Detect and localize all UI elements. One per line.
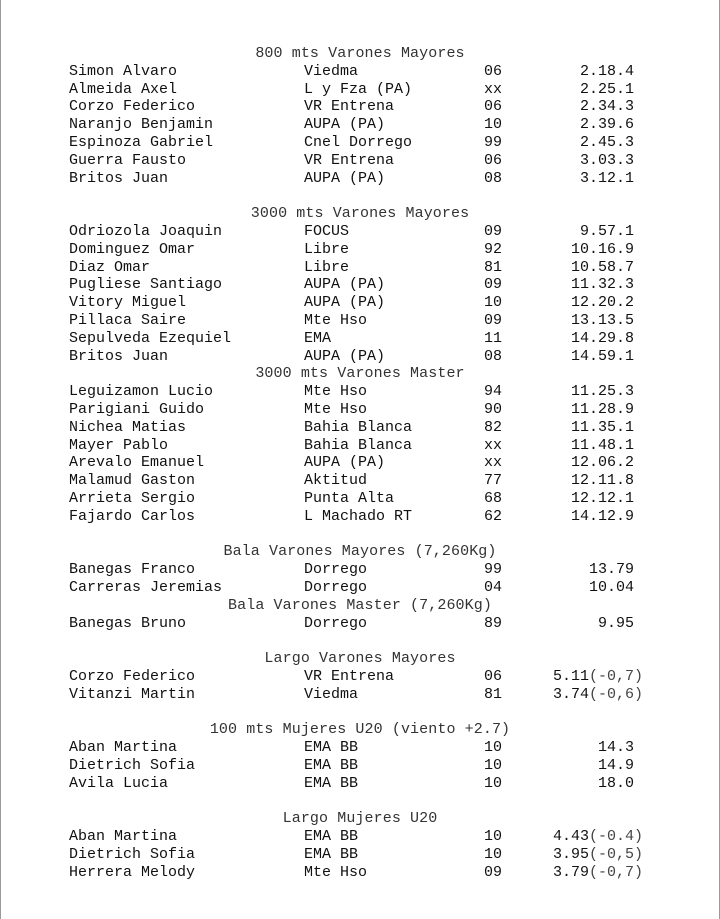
athlete-club: EMA <box>304 329 332 347</box>
result-row <box>0 276 720 294</box>
birth-year: xx <box>484 80 503 98</box>
results-section <box>0 721 720 792</box>
athlete-name: Parigiani Guido <box>69 400 205 418</box>
athlete-name: Simon Alvaro <box>69 62 178 80</box>
result-row <box>0 63 720 81</box>
athlete-name: Pillaca Saire <box>69 311 187 329</box>
result-row <box>0 437 720 455</box>
birth-year: 06 <box>484 151 503 169</box>
result-row <box>0 454 720 472</box>
birth-year: 06 <box>484 98 503 116</box>
result-mark: 12.11.8 <box>570 472 634 490</box>
athlete-name: Aban Martina <box>69 739 178 757</box>
result-mark-cell <box>571 276 634 294</box>
athlete-club: Punta Alta <box>304 489 395 507</box>
result-row <box>0 739 720 757</box>
result-mark: 3.03.3 <box>579 151 634 169</box>
athlete-name: Espinoza Gabriel <box>69 133 214 151</box>
result-mark: 10.16.9 <box>570 240 634 258</box>
result-mark: 11.28.9 <box>570 400 634 418</box>
section-title: 800 mts Varones Mayores <box>255 45 465 62</box>
result-mark-cell <box>553 828 643 846</box>
result-row <box>0 81 720 99</box>
athlete-name: Arevalo Emanuel <box>69 454 205 472</box>
athlete-name: Naranjo Benjamin <box>69 116 214 134</box>
birth-year: 10 <box>484 116 503 134</box>
athlete-club: AUPA (PA) <box>304 116 386 134</box>
birth-year: 10 <box>484 845 503 863</box>
result-mark: 11.48.1 <box>570 436 634 454</box>
birth-year: 06 <box>484 667 503 685</box>
section-title: Largo Varones Mayores <box>264 650 456 668</box>
result-mark: 3.74 <box>552 685 589 703</box>
result-mark-cell <box>571 241 634 259</box>
birth-year: xx <box>484 436 503 454</box>
athlete-name: Dietrich Sofia <box>69 845 196 863</box>
section-title: 100 mts Mujeres U20 (viento +2.7) <box>209 721 511 739</box>
athlete-name: Nichea Matias <box>69 418 187 436</box>
birth-year: 09 <box>484 311 503 329</box>
birth-year: 10 <box>484 774 503 792</box>
result-mark: 13.13.5 <box>570 311 634 329</box>
result-mark-cell <box>589 579 634 597</box>
result-mark-cell <box>571 294 634 312</box>
athlete-club: Mte Hso <box>304 400 368 418</box>
result-mark: 2.18.4 <box>579 62 634 80</box>
section-spacer <box>0 792 720 810</box>
result-mark: 14.3 <box>597 739 634 757</box>
result-mark-cell <box>553 686 643 704</box>
result-mark: 10.04 <box>588 578 634 596</box>
result-mark: 3.79 <box>552 863 589 881</box>
result-mark-cell <box>571 259 634 277</box>
athlete-name: Dominguez Omar <box>69 240 196 258</box>
athlete-name: Herrera Melody <box>69 863 196 881</box>
birth-year: 99 <box>484 133 503 151</box>
section-title: Bala Varones Master (7,260Kg) <box>228 596 492 614</box>
athlete-name: Vitory Miguel <box>69 294 187 312</box>
birth-year: 04 <box>484 578 503 596</box>
result-mark-cell <box>598 775 634 793</box>
result-row <box>0 508 720 526</box>
results-section <box>0 205 720 365</box>
athlete-club: Libre <box>304 240 350 258</box>
result-row <box>0 668 720 686</box>
result-mark-cell <box>553 864 643 882</box>
result-mark: 9.57.1 <box>579 222 634 240</box>
athlete-club: L Machado RT <box>304 507 413 525</box>
section-title: 3000 mts Varones Mayores <box>250 205 470 223</box>
result-mark: 18.0 <box>597 774 634 792</box>
athlete-club: Bahia Blanca <box>304 436 413 454</box>
athlete-club: AUPA (PA) <box>304 294 386 312</box>
result-mark-cell <box>571 437 634 455</box>
result-row <box>0 294 720 312</box>
result-row <box>0 259 720 277</box>
result-mark-cell <box>580 81 634 99</box>
athlete-name: Almeida Axel <box>69 80 178 98</box>
results-section <box>0 650 720 703</box>
athlete-club: Aktitud <box>304 472 368 490</box>
result-row <box>0 312 720 330</box>
athlete-name: Leguizamon Lucio <box>69 383 214 401</box>
athlete-club: Cnel Dorrego <box>304 133 413 151</box>
section-spacer <box>0 632 720 650</box>
result-mark: 14.9 <box>597 756 634 774</box>
birth-year: 99 <box>484 561 503 579</box>
athlete-name: Vitanzi Martin <box>69 685 196 703</box>
result-row <box>0 775 720 793</box>
athlete-name: Sepulveda Ezequiel <box>69 329 232 347</box>
result-mark-cell <box>571 419 634 437</box>
result-row <box>0 490 720 508</box>
athlete-club: EMA BB <box>304 828 359 846</box>
athlete-club: EMA BB <box>304 739 359 757</box>
result-mark: 5.11 <box>552 667 589 685</box>
athlete-name: Britos Juan <box>69 169 169 187</box>
athlete-club: AUPA (PA) <box>304 347 386 365</box>
result-row <box>0 864 720 882</box>
result-row <box>0 241 720 259</box>
result-mark-cell <box>598 757 634 775</box>
athlete-club: VR Entrena <box>304 98 395 116</box>
wind-reading: (-0,5) <box>588 845 643 863</box>
result-mark-cell <box>580 223 634 241</box>
birth-year: 06 <box>484 62 503 80</box>
athlete-name: Malamud Gaston <box>69 472 196 490</box>
athlete-club: Viedma <box>304 62 359 80</box>
result-mark-cell <box>571 401 634 419</box>
birth-year: 90 <box>484 400 503 418</box>
result-row <box>0 828 720 846</box>
result-mark-cell <box>571 312 634 330</box>
result-mark-cell <box>598 739 634 757</box>
athlete-name: Banegas Franco <box>69 561 196 579</box>
results-section <box>0 365 720 525</box>
birth-year: 11 <box>484 329 503 347</box>
birth-year: 10 <box>484 828 503 846</box>
athlete-name: Avila Lucia <box>69 774 169 792</box>
birth-year: 81 <box>484 258 503 276</box>
results-section <box>0 45 720 187</box>
result-row <box>0 686 720 704</box>
athlete-name: Banegas Bruno <box>69 614 187 632</box>
athlete-club: EMA BB <box>304 756 359 774</box>
wind-reading: (-0,7) <box>588 863 643 881</box>
result-mark-cell <box>571 508 634 526</box>
results-section <box>0 543 720 596</box>
athlete-club: Libre <box>304 258 350 276</box>
results-section <box>0 597 720 633</box>
birth-year: xx <box>484 454 503 472</box>
wind-reading: (-0,7) <box>588 667 643 685</box>
birth-year: 10 <box>484 756 503 774</box>
result-row <box>0 98 720 116</box>
athlete-name: Mayer Pablo <box>69 436 169 454</box>
result-mark-cell <box>580 152 634 170</box>
athlete-club: VR Entrena <box>304 667 395 685</box>
result-row <box>0 846 720 864</box>
athlete-club: Viedma <box>304 685 359 703</box>
result-mark: 14.29.8 <box>570 329 634 347</box>
result-mark: 11.25.3 <box>570 383 634 401</box>
result-mark: 9.95 <box>597 614 634 632</box>
athlete-club: Dorrego <box>304 578 368 596</box>
result-mark: 2.45.3 <box>579 133 634 151</box>
result-row <box>0 383 720 401</box>
athlete-club: Mte Hso <box>304 383 368 401</box>
athlete-club: Mte Hso <box>304 863 368 881</box>
birth-year: 82 <box>484 418 503 436</box>
birth-year: 09 <box>484 222 503 240</box>
wind-reading: (-0.4) <box>588 828 643 846</box>
athlete-club: AUPA (PA) <box>304 276 386 294</box>
athlete-club: FOCUS <box>304 222 350 240</box>
result-mark: 4.43 <box>552 828 589 846</box>
result-mark: 10.58.7 <box>570 258 634 276</box>
result-row <box>0 170 720 188</box>
result-row <box>0 223 720 241</box>
section-spacer <box>0 187 720 205</box>
birth-year: 89 <box>484 614 503 632</box>
result-mark-cell <box>580 134 634 152</box>
wind-reading: (-0,6) <box>588 685 643 703</box>
result-mark-cell <box>571 454 634 472</box>
birth-year: 08 <box>484 169 503 187</box>
result-mark: 12.12.1 <box>570 489 634 507</box>
athlete-name: Corzo Federico <box>69 98 196 116</box>
result-row <box>0 348 720 366</box>
section-title: 3000 mts Varones Master <box>255 365 465 383</box>
result-row <box>0 561 720 579</box>
birth-year: 94 <box>484 383 503 401</box>
result-mark: 2.34.3 <box>579 98 634 116</box>
athlete-club: Dorrego <box>304 561 368 579</box>
athlete-club: VR Entrena <box>304 151 395 169</box>
result-mark: 3.95 <box>552 845 589 863</box>
results-section <box>0 810 720 881</box>
athlete-club: L y Fza (PA) <box>304 80 413 98</box>
result-mark-cell <box>553 846 643 864</box>
result-mark: 12.20.2 <box>570 294 634 312</box>
result-mark-cell <box>580 116 634 134</box>
athlete-name: Dietrich Sofia <box>69 756 196 774</box>
result-mark-cell <box>571 490 634 508</box>
result-row <box>0 615 720 633</box>
result-mark: 3.12.1 <box>579 169 634 187</box>
athlete-name: Arrieta Sergio <box>69 489 196 507</box>
result-row <box>0 579 720 597</box>
result-row <box>0 330 720 348</box>
athlete-club: Mte Hso <box>304 311 368 329</box>
result-row <box>0 152 720 170</box>
athlete-name: Pugliese Santiago <box>69 276 223 294</box>
result-row <box>0 116 720 134</box>
result-row <box>0 401 720 419</box>
athlete-name: Aban Martina <box>69 828 178 846</box>
result-mark: 14.59.1 <box>570 347 634 365</box>
section-title: Largo Mujeres U20 <box>282 810 438 828</box>
result-mark-cell <box>571 383 634 401</box>
athlete-name: Diaz Omar <box>69 258 151 276</box>
birth-year: 92 <box>484 240 503 258</box>
result-mark-cell <box>580 170 634 188</box>
result-mark-cell <box>571 348 634 366</box>
result-row <box>0 472 720 490</box>
birth-year: 77 <box>484 472 503 490</box>
birth-year: 68 <box>484 489 503 507</box>
section-spacer <box>0 526 720 544</box>
birth-year: 10 <box>484 739 503 757</box>
result-mark: 13.79 <box>588 561 634 579</box>
result-mark-cell <box>571 472 634 490</box>
result-mark: 2.39.6 <box>579 116 634 134</box>
result-mark: 14.12.9 <box>570 507 634 525</box>
result-mark: 11.35.1 <box>570 418 634 436</box>
athlete-name: Corzo Federico <box>69 667 196 685</box>
section-spacer <box>0 703 720 721</box>
birth-year: 62 <box>484 507 503 525</box>
athlete-name: Guerra Fausto <box>69 151 187 169</box>
athlete-name: Fajardo Carlos <box>69 507 196 525</box>
birth-year: 09 <box>484 276 503 294</box>
athlete-club: EMA BB <box>304 774 359 792</box>
result-mark-cell <box>553 668 643 686</box>
result-mark: 12.06.2 <box>570 454 634 472</box>
athlete-club: AUPA (PA) <box>304 454 386 472</box>
birth-year: 08 <box>484 347 503 365</box>
result-row <box>0 757 720 775</box>
result-mark-cell <box>598 615 634 633</box>
athlete-name: Britos Juan <box>69 347 169 365</box>
result-row <box>0 134 720 152</box>
result-mark-cell <box>589 561 634 579</box>
athlete-club: Bahia Blanca <box>304 418 413 436</box>
birth-year: 81 <box>484 685 503 703</box>
result-mark-cell <box>571 330 634 348</box>
result-mark: 2.25.1 <box>579 80 634 98</box>
result-mark: 11.32.3 <box>570 276 634 294</box>
result-mark-cell <box>580 98 634 116</box>
birth-year: 10 <box>484 294 503 312</box>
athlete-club: Dorrego <box>304 614 368 632</box>
result-row <box>0 419 720 437</box>
athlete-club: EMA BB <box>304 845 359 863</box>
athlete-club: AUPA (PA) <box>304 169 386 187</box>
athlete-name: Odriozola Joaquin <box>69 222 223 240</box>
birth-year: 09 <box>484 863 503 881</box>
results-document <box>0 45 720 881</box>
athlete-name: Carreras Jeremias <box>69 578 223 596</box>
section-title: Bala Varones Mayores (7,260Kg) <box>223 543 497 561</box>
result-mark-cell <box>580 63 634 81</box>
